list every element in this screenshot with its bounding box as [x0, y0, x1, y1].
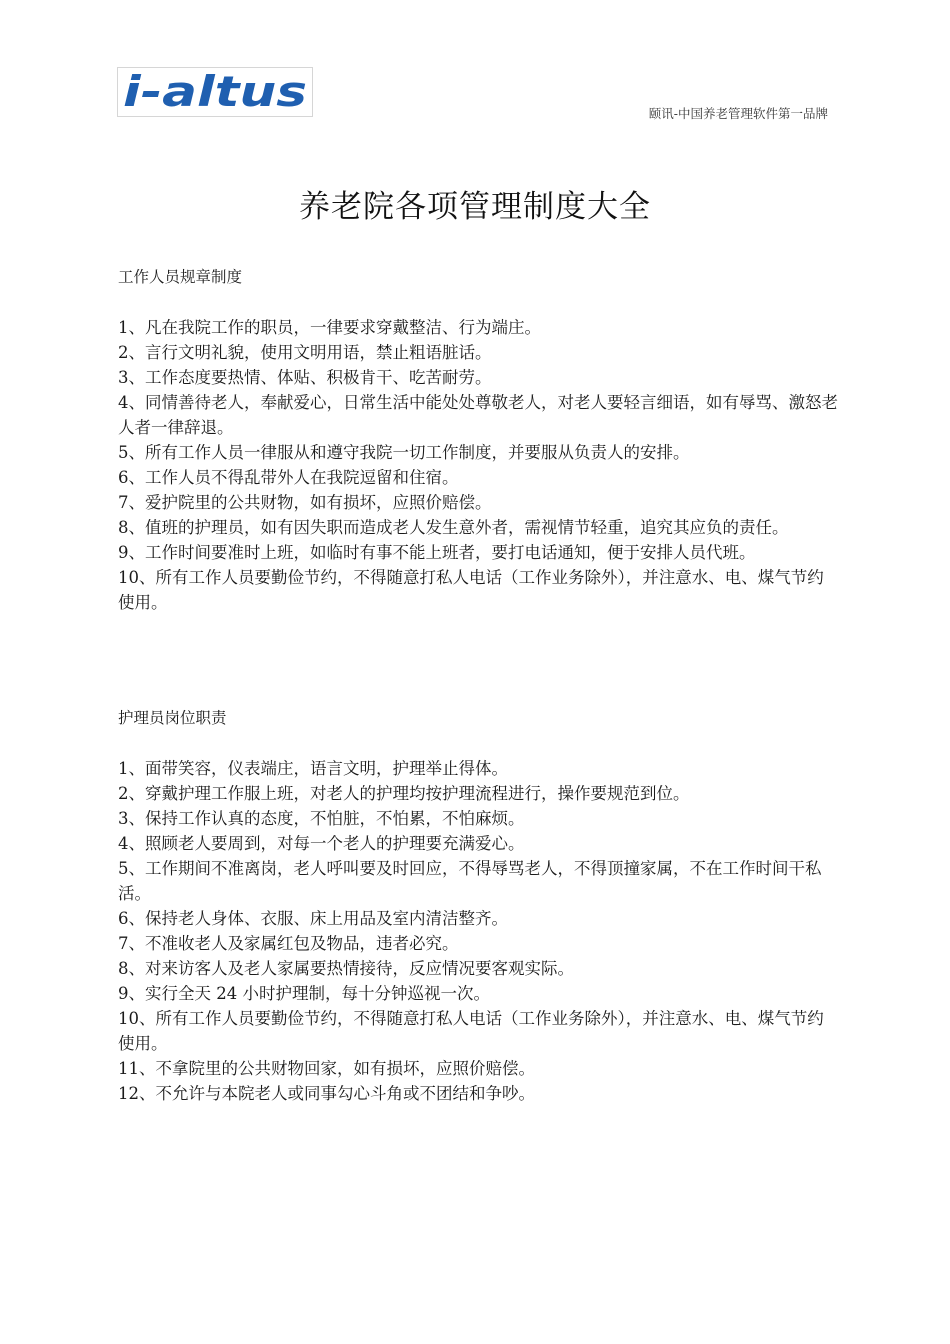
section-heading: 工作人员规章制度 — [118, 268, 243, 286]
list-item: 6、保持老人身体、衣服、床上用品及室内清洁整齐。 — [118, 909, 508, 928]
list-item: 5、所有工作人员一律服从和遵守我院一切工作制度，并要服从负责人的安排。 — [118, 443, 690, 462]
list-item: 8、值班的护理员，如有因失职而造成老人发生意外者，需视情节轻重，追究其应负的责任。 — [118, 518, 789, 537]
list-item: 1、面带笑容，仪表端庄，语言文明，护理举止得体。 — [118, 759, 508, 778]
list-item: 4、照顾老人要周到，对每一个老人的护理要充满爱心。 — [118, 834, 525, 853]
document-title: 养老院各项管理制度大全 — [299, 189, 651, 225]
section-heading: 护理员岗位职责 — [118, 709, 227, 727]
list-item: 6、工作人员不得乱带外人在我院逗留和住宿。 — [118, 468, 459, 487]
list-item: 5、工作期间不准离岗，老人呼叫要及时回应，不得辱骂老人，不得顶撞家属，不在工作时间干私活。 — [118, 859, 822, 903]
list-item: 7、不准收老人及家属红包及物品，违者必究。 — [118, 934, 459, 953]
list-item: 4、同情善待老人，奉献爱心，日常生活中能处处尊敬老人，对老人要轻言细语，如有辱骂、激怒老人者一律辞退。 — [118, 393, 838, 437]
rules-list — [118, 315, 840, 615]
i-altus-logo-mark — [118, 68, 312, 116]
section-caregiver-duties — [118, 706, 840, 1106]
list-item: 10、所有工作人员要勤俭节约，不得随意打私人电话（工作业务除外），并注意水、电、煤气节约使用。 — [118, 1009, 824, 1053]
list-item: 2、言行文明礼貌，使用文明用语，禁止粗语脏话。 — [118, 343, 492, 362]
header-tagline: 颐讯-中国养老管理软件第一品牌 — [648, 106, 828, 121]
list-item: 9、工作时间要准时上班，如临时有事不能上班者，要打电话通知，便于安排人员代班。 — [118, 543, 756, 562]
duties-list — [118, 756, 840, 1106]
company-logo — [117, 67, 313, 117]
list-item: 7、爱护院里的公共财物，如有损坏，应照价赔偿。 — [118, 493, 492, 512]
list-item: 11、不拿院里的公共财物回家，如有损坏，应照价赔偿。 — [118, 1059, 535, 1078]
list-item: 8、对来访客人及老人家属要热情接待，反应情况要客观实际。 — [118, 959, 574, 978]
list-item: 3、工作态度要热情、体贴、积极肯干、吃苦耐劳。 — [118, 368, 492, 387]
list-item: 2、穿戴护理工作服上班，对老人的护理均按护理流程进行，操作要规范到位。 — [118, 784, 690, 803]
list-item: 1、凡在我院工作的职员，一律要求穿戴整洁、行为端庄。 — [118, 318, 541, 337]
logo-wordmark: i-altus — [123, 68, 307, 116]
list-item: 12、不允许与本院老人或同事勾心斗角或不团结和争吵。 — [118, 1084, 535, 1103]
list-item: 9、实行全天 24 小时护理制，每十分钟巡视一次。 — [118, 984, 490, 1003]
section-staff-rules — [118, 265, 840, 615]
list-item: 3、保持工作认真的态度，不怕脏，不怕累，不怕麻烦。 — [118, 809, 525, 828]
list-item: 10、所有工作人员要勤俭节约，不得随意打私人电话（工作业务除外），并注意水、电、煤气节约使用。 — [118, 568, 824, 612]
